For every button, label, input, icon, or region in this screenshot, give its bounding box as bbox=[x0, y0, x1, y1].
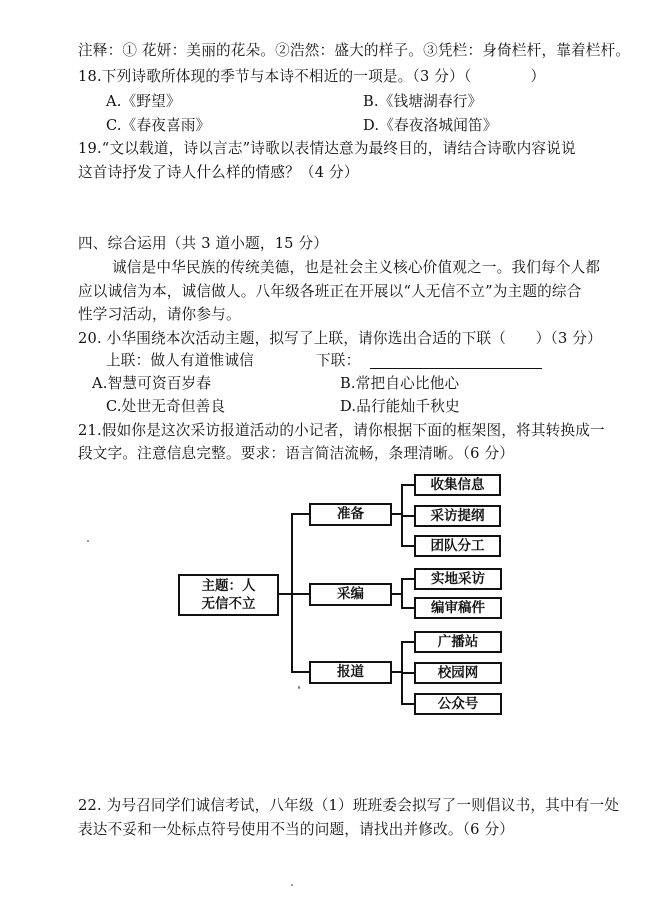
connector-leaf-1-3 bbox=[401, 545, 415, 547]
diagram-leaf-1-2: 采访提纲 bbox=[414, 505, 501, 527]
q20-option-a[interactable]: A.智慧可资百岁春 bbox=[92, 375, 212, 392]
question-19-line2: 这首诗抒发了诗人什么样的情感？（4 分） bbox=[78, 164, 359, 181]
q20-option-d[interactable]: D.品行能灿千秋史 bbox=[340, 398, 460, 415]
couplet-answer-blank[interactable] bbox=[370, 368, 542, 369]
connector-leaf-3-3 bbox=[401, 703, 415, 705]
diagram-branch-1: 准备 bbox=[309, 503, 392, 526]
connector-leaf-3-1 bbox=[401, 641, 415, 643]
connector-to-branch-1 bbox=[291, 513, 309, 515]
question-21-line2: 段文字。注意信息完整。要求：语言简洁流畅，条理清晰。（6 分） bbox=[78, 445, 515, 462]
section-4-intro-line1: 诚信是中华民族的传统美德，也是社会主义核心价值观之一。我们每个人都 bbox=[112, 259, 601, 276]
connector-to-branch-3 bbox=[291, 671, 309, 673]
connector-branch-2-trunk bbox=[401, 578, 403, 609]
q18-option-d[interactable]: D.《春夜洛城闻笛》 bbox=[363, 117, 498, 134]
question-22-line2: 表达不妥和一处标点符号使用不当的问题，请找出并修改。（6 分） bbox=[78, 821, 515, 838]
scan-speck bbox=[298, 686, 300, 689]
q20-option-c[interactable]: C.处世无奇但善良 bbox=[106, 398, 226, 415]
connector-leaf-2-2 bbox=[401, 607, 415, 609]
question-18-stem: 18.下列诗歌所体现的季节与本诗不相近的一项是。（3 分）（ ） bbox=[78, 68, 546, 85]
diagram-branch-3: 报道 bbox=[309, 661, 392, 684]
diagram-leaf-3-1: 广播站 bbox=[414, 631, 502, 653]
scan-speck bbox=[87, 540, 89, 542]
connector-leaf-1-2 bbox=[401, 515, 415, 517]
section-4-intro-line3: 性学习活动，请你参与。 bbox=[78, 306, 241, 323]
diagram-branch-2: 采编 bbox=[309, 583, 392, 606]
annotation-notes: 注释：① 花妍：美丽的花朵。②浩然：盛大的样子。③凭栏：身倚栏杆，靠着栏杆。 bbox=[78, 42, 631, 59]
couplet-first-line: 上联：做人有道惟诚信 bbox=[106, 352, 254, 369]
diagram-leaf-1-1: 收集信息 bbox=[414, 474, 501, 496]
diagram-leaf-2-1: 实地采访 bbox=[414, 568, 502, 590]
diagram-root-node bbox=[178, 574, 279, 616]
question-21-line1: 21.假如你是这次采访报道活动的小记者，请你根据下面的框架图，将其转换成一 bbox=[78, 422, 605, 439]
connector-leaf-3-2 bbox=[401, 672, 415, 674]
section-4-heading: 四、综合运用（共 3 道小题，15 分） bbox=[78, 235, 329, 252]
diagram-leaf-1-3: 团队分工 bbox=[414, 535, 501, 557]
connector-to-branch-2 bbox=[291, 593, 309, 595]
diagram-leaf-3-3: 公众号 bbox=[414, 693, 502, 715]
diagram-root-line2: 无信不立 bbox=[201, 596, 256, 612]
q18-option-b[interactable]: B.《钱塘湖春行》 bbox=[363, 93, 483, 110]
connector-leaf-2-1 bbox=[401, 578, 415, 580]
question-19-line1: 19.“文以载道，诗以言志”诗歌以表情达意为最终目的，请结合诗歌内容说说 bbox=[78, 140, 576, 157]
q18-option-a[interactable]: A.《野望》 bbox=[106, 93, 181, 110]
couplet-second-label: 下联： bbox=[316, 352, 361, 369]
diagram-leaf-3-2: 校园网 bbox=[414, 662, 502, 684]
question-20-stem: 20. 小华围绕本次活动主题，拟写了上联，请你选出合适的下联（ ）（3 分） bbox=[78, 330, 602, 347]
q20-option-b[interactable]: B.常把自心比他心 bbox=[340, 375, 460, 392]
scan-speck bbox=[291, 884, 293, 886]
diagram-leaf-2-2: 编审稿件 bbox=[414, 597, 502, 619]
connector-leaf-1-1 bbox=[401, 484, 415, 486]
question-22-line1: 22. 为号召同学们诚信考试，八年级（1）班班委会拟写了一则倡议书，其中有一处 bbox=[78, 797, 620, 814]
diagram-root-line1: 主题：人 bbox=[201, 578, 256, 594]
section-4-intro-line2: 应以诚信为本，诚信做人。八年级各班正在开展以“人无信不立”为主题的综合 bbox=[78, 283, 582, 300]
q18-option-c[interactable]: C.《春夜喜雨》 bbox=[106, 117, 211, 134]
